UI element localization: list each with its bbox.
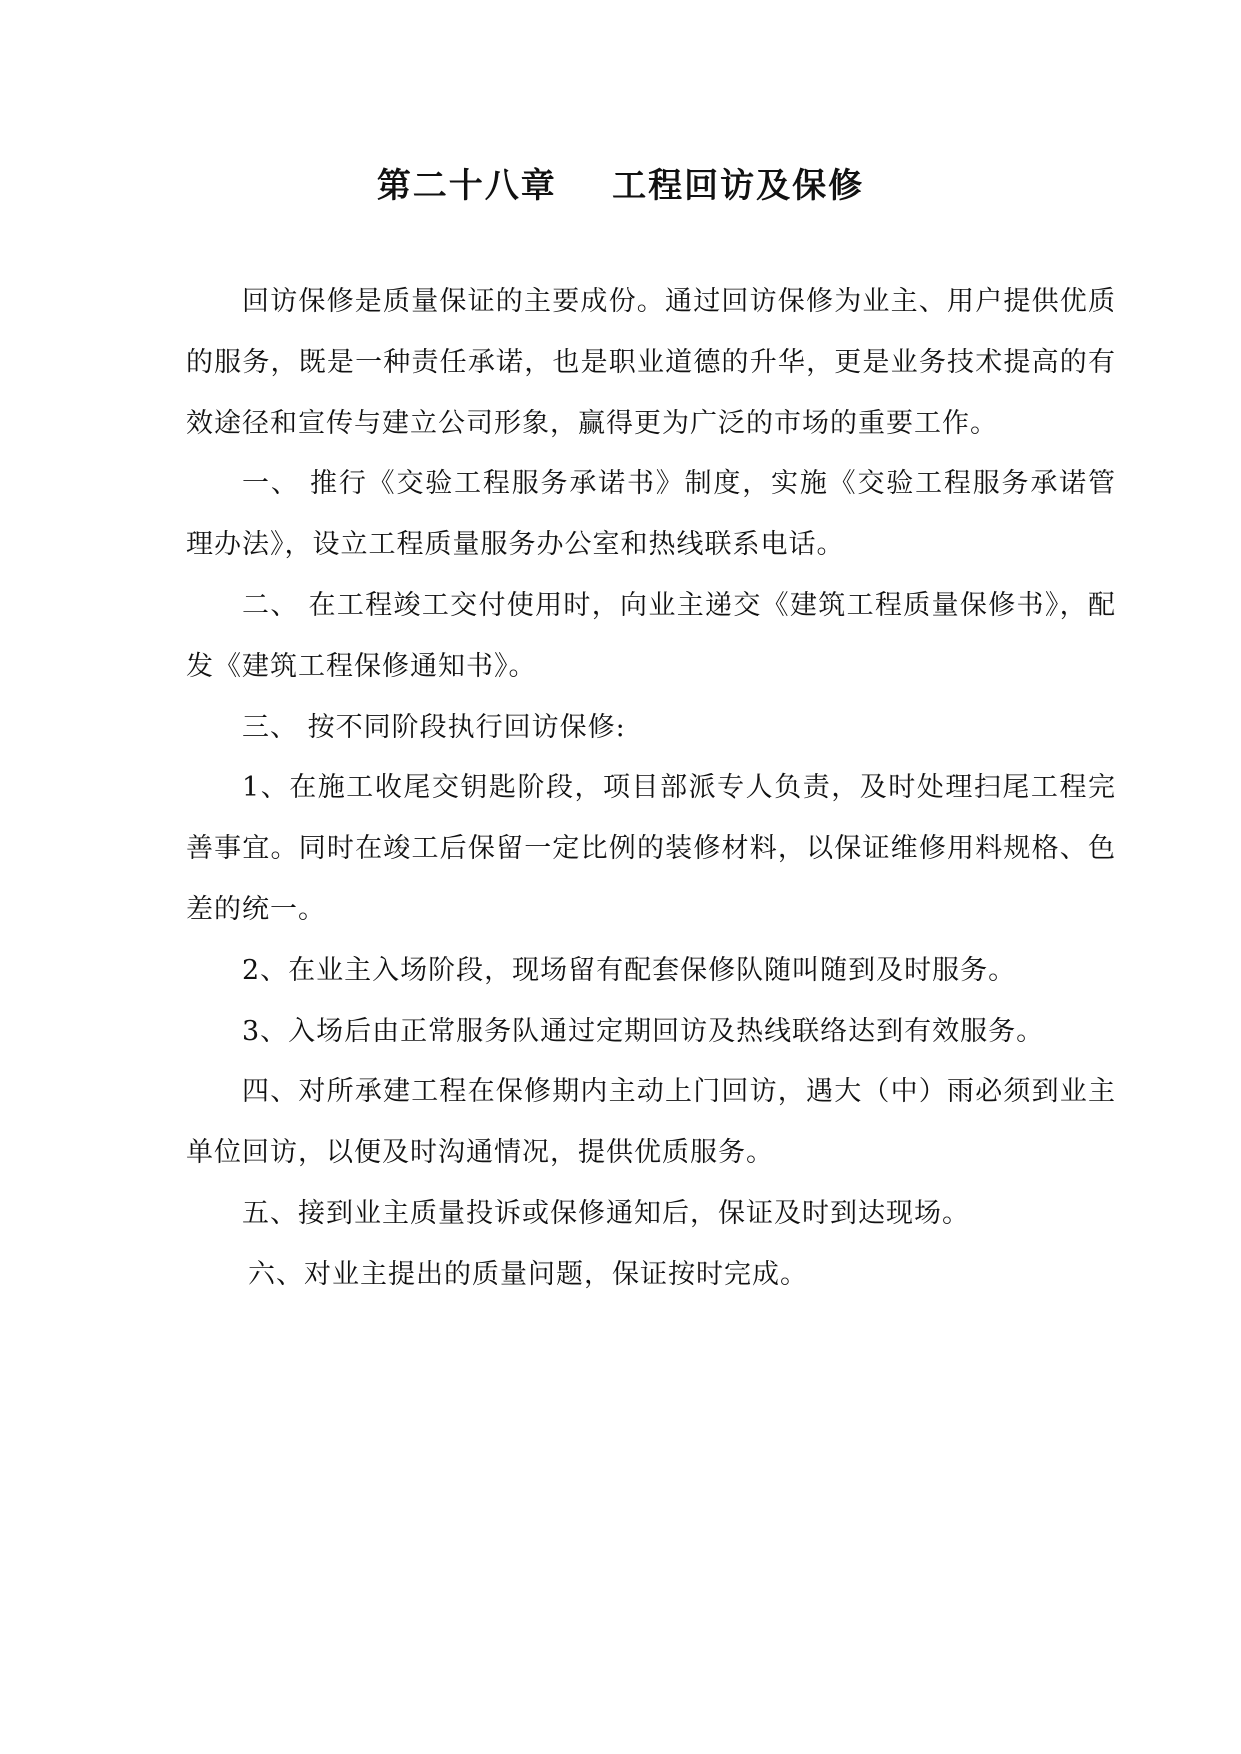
paragraph-item-4: 四、对所承建工程在保修期内主动上门回访，遇大（中）雨必须到业主单位回访，以便及时沟通情况，提供优质服务。 [186, 1076, 1116, 1169]
paragraph-item-5: 五、接到业主质量投诉或保修通知后，保证及时到达现场。 [242, 1197, 970, 1229]
paragraph-subitem-2: 2、在业主入场阶段，现场留有配套保修队随叫随到及时服务。 [242, 954, 1017, 986]
paragraph-subitem-1: 1、在施工收尾交钥匙阶段，项目部派专人负责，及时处理扫尾工程完善事宜。同时在竣工后保留一定比例的装修材料，以保证维修用料规格、色差的统一。 [186, 772, 1116, 925]
paragraph-intro: 回访保修是质量保证的主要成份。通过回访保修为业主、用户提供优质的服务，既是一种责任承诺，也是职业道德的升华，更是业务技术提高的有效途径和宣传与建立公司形象，赢得更为广泛的市场的重要工作。 [186, 286, 1116, 439]
paragraph-item-3: 三、 按不同阶段执行回访保修: [242, 711, 626, 743]
paragraph-subitem-3: 3、入场后由正常服务队通过定期回访及热线联络达到有效服务。 [242, 1015, 1045, 1047]
paragraph-item-6: 六、对业主提出的质量问题，保证按时完成。 [248, 1258, 808, 1290]
document-body [186, 272, 1116, 1306]
chapter-title: 第二十八章 工程回访及保修 [376, 166, 865, 206]
paragraph-item-2: 二、 在工程竣工交付使用时，向业主递交《建筑工程质量保修书》，配发《建筑工程保修通知书》。 [186, 589, 1116, 682]
paragraph-item-1: 一、 推行《交验工程服务承诺书》制度，实施《交验工程服务承诺管理办法》，设立工程质量服务办公室和热线联系电话。 [186, 468, 1116, 561]
